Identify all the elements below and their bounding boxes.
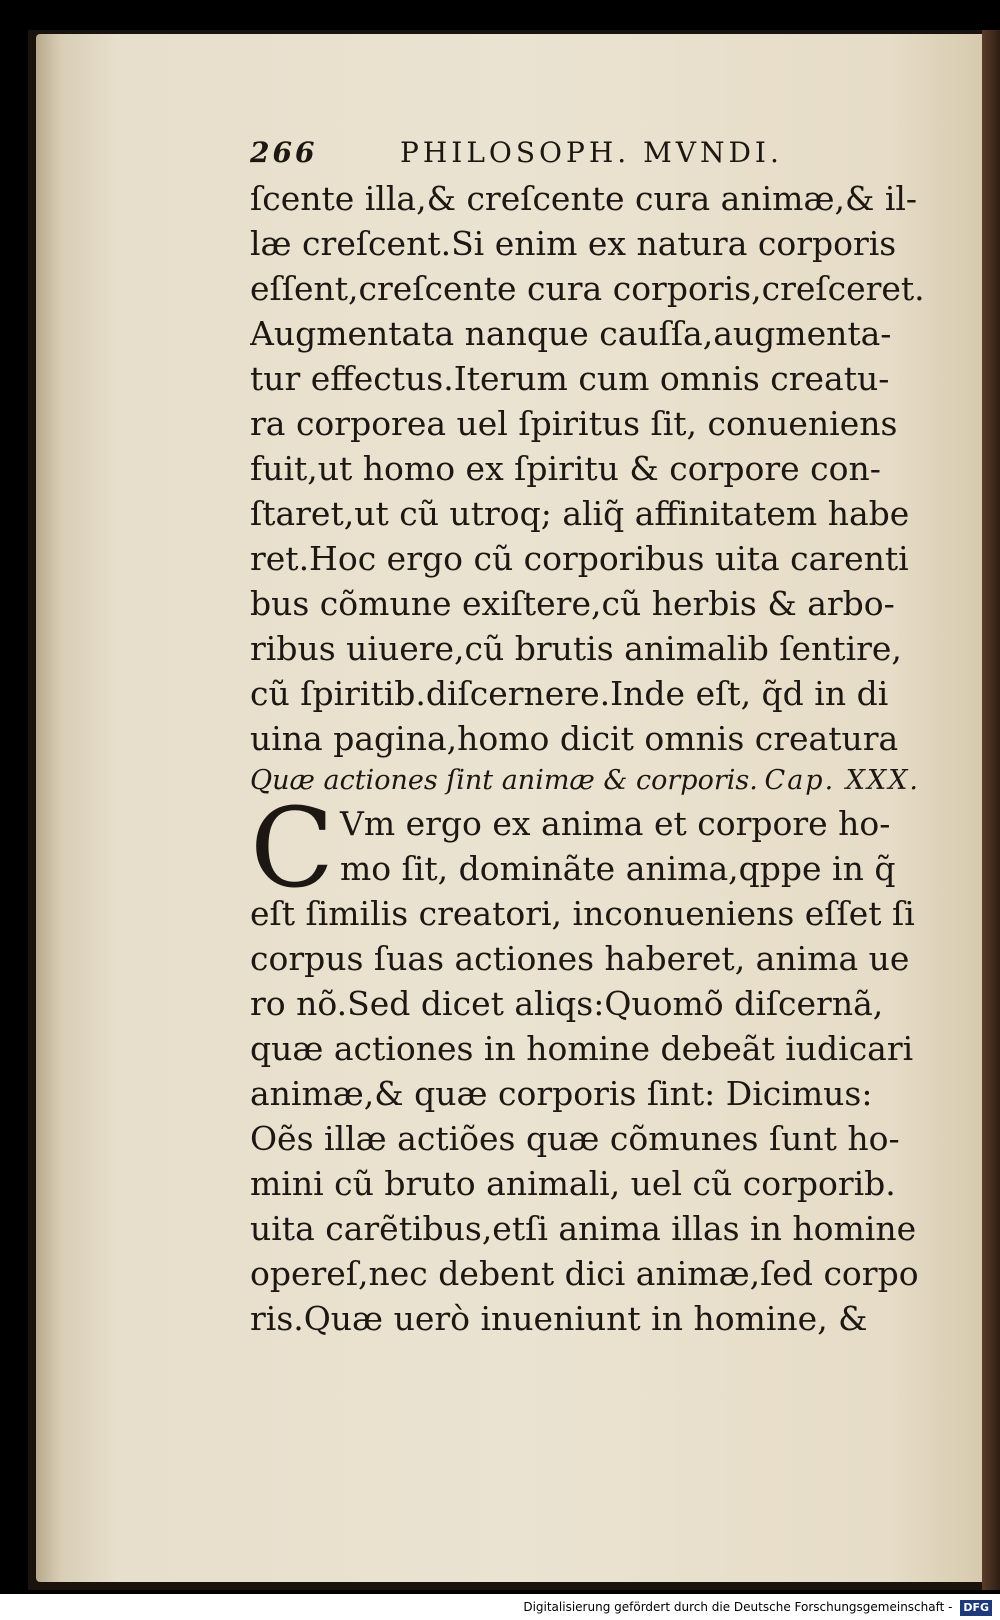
text-line: ris.Quæ uerò inueniunt in homine, & bbox=[250, 1299, 868, 1338]
running-title: PHILOSOPH. MVNDI. bbox=[400, 136, 783, 169]
text-line: ret.Hoc ergo cũ corporibus uita carenti bbox=[250, 539, 909, 578]
text-line: ra corporea uel ſpiritus ſit, conueniens bbox=[250, 404, 898, 443]
chapter-number: Cap. XXX. bbox=[764, 765, 920, 796]
book-board-right bbox=[982, 30, 1000, 1590]
page-header bbox=[250, 128, 930, 176]
text-line: bus cõmune exiſtere,cũ herbis & arbo- bbox=[250, 584, 895, 623]
text-line: cũ ſpiritib.diſcernere.Inde eſt, q̃d in di bbox=[250, 674, 889, 713]
text-line: opereſ,nec debent dici animæ,ſed corpo bbox=[250, 1254, 919, 1293]
dfg-logo: DFG bbox=[960, 1600, 992, 1616]
text-line: eſt ſimilis creatori, inconueniens eſſet ſi bbox=[250, 894, 915, 933]
chapter-title: Quæ actiones ſint animæ & corporis. bbox=[250, 765, 758, 796]
drop-initial: C bbox=[250, 784, 335, 912]
text-block bbox=[250, 128, 930, 1341]
paragraph-1 bbox=[250, 176, 930, 761]
text-line: ſcente illa,& creſcente cura animæ,& il- bbox=[250, 179, 918, 218]
text-line: tur effectus.Iterum cum omnis creatu- bbox=[250, 359, 890, 398]
chapter-heading bbox=[250, 761, 930, 801]
text-line: fuit,ut homo ex ſpiritu & corpore con- bbox=[250, 449, 881, 488]
page-number: 266 bbox=[250, 136, 318, 169]
text-line: Vm ergo ex anima et corpore ho- bbox=[340, 804, 891, 843]
paragraph-2 bbox=[250, 784, 930, 1341]
text-line: mini cũ bruto animali, uel cũ corporib. bbox=[250, 1164, 896, 1203]
text-line: corpus ſuas actiones haberet, anima ue bbox=[250, 939, 910, 978]
footer-text: Digitalisierung gefördert durch die Deutsche Forschungsgemeinschaft - bbox=[523, 1600, 953, 1614]
text-line: Augmentata nanque cauſſa,augmenta- bbox=[250, 314, 892, 353]
text-line: uita carẽtibus,etſi anima illas in homine bbox=[250, 1209, 917, 1248]
text-line: mo ſit, dominãte anima,qppe in q̃ bbox=[340, 849, 896, 888]
text-line: animæ,& quæ corporis ſint: Dicimus: bbox=[250, 1074, 873, 1113]
text-line: quæ actiones in homine debeãt iudicari bbox=[250, 1029, 914, 1068]
text-line: ſtaret,ut cũ utroq; aliq̃ affinitatem habe bbox=[250, 494, 910, 533]
text-line: uina pagina,homo dicit omnis creatura bbox=[250, 719, 899, 758]
text-line: Oẽs illæ actiões quæ cõmunes ſunt ho- bbox=[250, 1119, 900, 1158]
text-line: læ creſcent.Si enim ex natura corporis bbox=[250, 224, 897, 263]
text-line: eſſent,creſcente cura corporis,creſceret. bbox=[250, 269, 925, 308]
digitization-footer bbox=[0, 1594, 1000, 1620]
text-line: ro nõ.Sed dicet aliqs:Quomõ diſcernã, bbox=[250, 984, 884, 1023]
text-line: ribus uiuere,cũ brutis animalib ſentire, bbox=[250, 629, 902, 668]
